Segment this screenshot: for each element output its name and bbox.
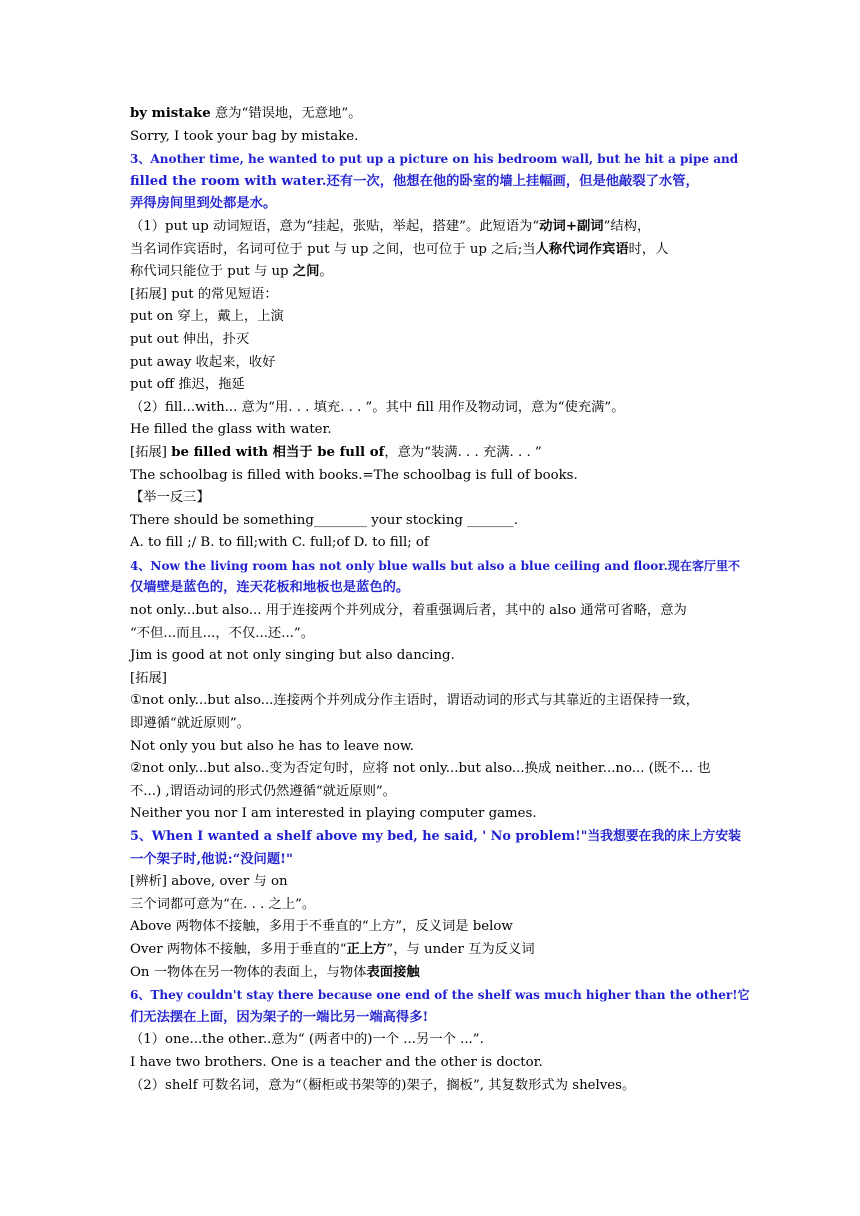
section4-heading-line2: 仅墙壁是蓝色的，连天花板和地板也是蓝色的。 xyxy=(130,580,410,596)
rule1-line2: 即遵循“就近原则”。 xyxy=(130,716,250,732)
phrase-put-on: put on 穿上，戴上，上演 xyxy=(130,309,284,325)
not-only-definition-line1: not only...but also... 用于连接两个并列成分，着重强调后者，其中的 also 通常可省略，意为 xyxy=(130,603,687,619)
one-the-other-definition: （1）one...the other..意为“ (两者中的)一个 ...另一个 ...”. xyxy=(130,1032,484,1048)
shelf-definition: （2）shelf 可数名词，意为“（橱柜或书架等的)架子，搁板”, 其复数形式为 shelves。 xyxy=(130,1077,636,1093)
fill-with-example: He filled the glass with water. xyxy=(130,422,332,438)
by-mistake-example: Sorry, I took your bag by mistake. xyxy=(130,128,359,144)
section3-heading-line2: filled the room with water.还有一次，他想在他的卧室的墙上挂幅画，但是他敲裂了水管， xyxy=(130,173,699,189)
above-over-on-title: [辨析] above, over 与 on xyxy=(130,874,288,890)
section5-heading-line2: 一个架子时,他说:“没问题!" xyxy=(130,851,293,867)
section4-heading-line1: 4、Now the living room has not only blue walls but also a blue ceiling and floor.现在客厅里不 xyxy=(130,558,741,573)
one-the-other-example: I have two brothers. One is a teacher and the other is doctor. xyxy=(130,1054,543,1070)
section6-heading-line2: 们无法摆在上面，因为架子的一端比另一端高得多! xyxy=(130,1009,429,1025)
rule1-line1: ①not only...but also...连接两个并列成分作主语时，谓语动词的形式与其靠近的主语保持一致， xyxy=(130,693,699,709)
on-usage: On 一物体在另一物体的表面上，与物体表面接触 xyxy=(130,964,420,980)
rule1-example: Not only you but also he has to leave now. xyxy=(130,738,414,754)
put-phrases-title: [拓展] put 的常见短语： xyxy=(130,286,278,302)
section3-heading-line1: 3、Another time, he wanted to put up a picture on his bedroom wall, but he hit a pipe and xyxy=(130,152,739,167)
practice-question: There should be something________ your stocking _______. xyxy=(130,512,518,528)
fill-with-definition: （2）fill...with... 意为“用. . . 填充. . . ”。其中 fill 用作及物动词，意为“使充满”。 xyxy=(130,399,625,415)
rule2-line1: ②not only...but also..变为否定句时，应将 not only...but also...换成 neither...no... (既不... 也 xyxy=(130,761,711,777)
phrase-put-away: put away 收起来，收好 xyxy=(130,354,276,370)
by-mistake-definition: by mistake 意为“错误地，无意地”。 xyxy=(130,106,362,121)
be-filled-with-extension: [拓展] be filled with 相当于 be full of，意为“装满. . . 充满. . . ” xyxy=(130,444,542,460)
phrase-put-out: put out 伸出，扑灭 xyxy=(130,331,250,347)
term-by-mistake: by mistake xyxy=(130,106,211,121)
not-only-definition-line2: “不但...而且...，不仅...还...”。 xyxy=(130,625,314,641)
document-page xyxy=(130,103,750,1097)
put-up-definition-line1: （1）put up 动词短语，意为“挂起，张贴，举起，搭建”。此短语为“动词+副词”结构， xyxy=(130,218,651,234)
above-usage: Above 两物体不接触，多用于不垂直的“上方”，反义词是 below xyxy=(130,919,513,935)
section5-heading-line1: 5、When I wanted a shelf above my bed, he said, ' No problem!"当我想要在我的床上方安装 xyxy=(130,829,741,844)
be-filled-with-example: The schoolbag is filled with books.=The schoolbag is full of books. xyxy=(130,467,578,483)
phrase-put-off: put off 推迟，拖延 xyxy=(130,377,245,393)
rule2-line2: 不...) ,谓语动词的形式仍然遵循“就近原则”。 xyxy=(130,783,396,799)
section3-heading-line3: 弄得房间里到处都是水。 xyxy=(130,196,277,212)
practice-options: A. to fill ;/ B. to fill;with C. full;of D. to fill; of xyxy=(130,535,429,551)
put-up-definition-line2: 当名词作宾语时，名词可位于 put 与 up 之间，也可位于 up 之后;当人称代词作宾语时，人 xyxy=(130,241,669,257)
not-only-extension-title: [拓展] xyxy=(130,670,167,686)
above-over-on-intro: 三个词都可意为“在. . . 之上”。 xyxy=(130,896,316,912)
practice-title: 【举一反三】 xyxy=(130,490,210,506)
put-up-definition-line3: 称代词只能位于 put 与 up 之间。 xyxy=(130,264,333,280)
section6-heading-line1: 6、They couldn't stay there because one end of the shelf was much higher than the other!它 xyxy=(130,988,750,1003)
rule2-example: Neither you nor I am interested in playing computer games. xyxy=(130,806,537,822)
over-usage: Over 两物体不接触，多用于垂直的“正上方”，与 under 互为反义词 xyxy=(130,941,535,957)
not-only-example: Jim is good at not only singing but also dancing. xyxy=(130,648,455,664)
